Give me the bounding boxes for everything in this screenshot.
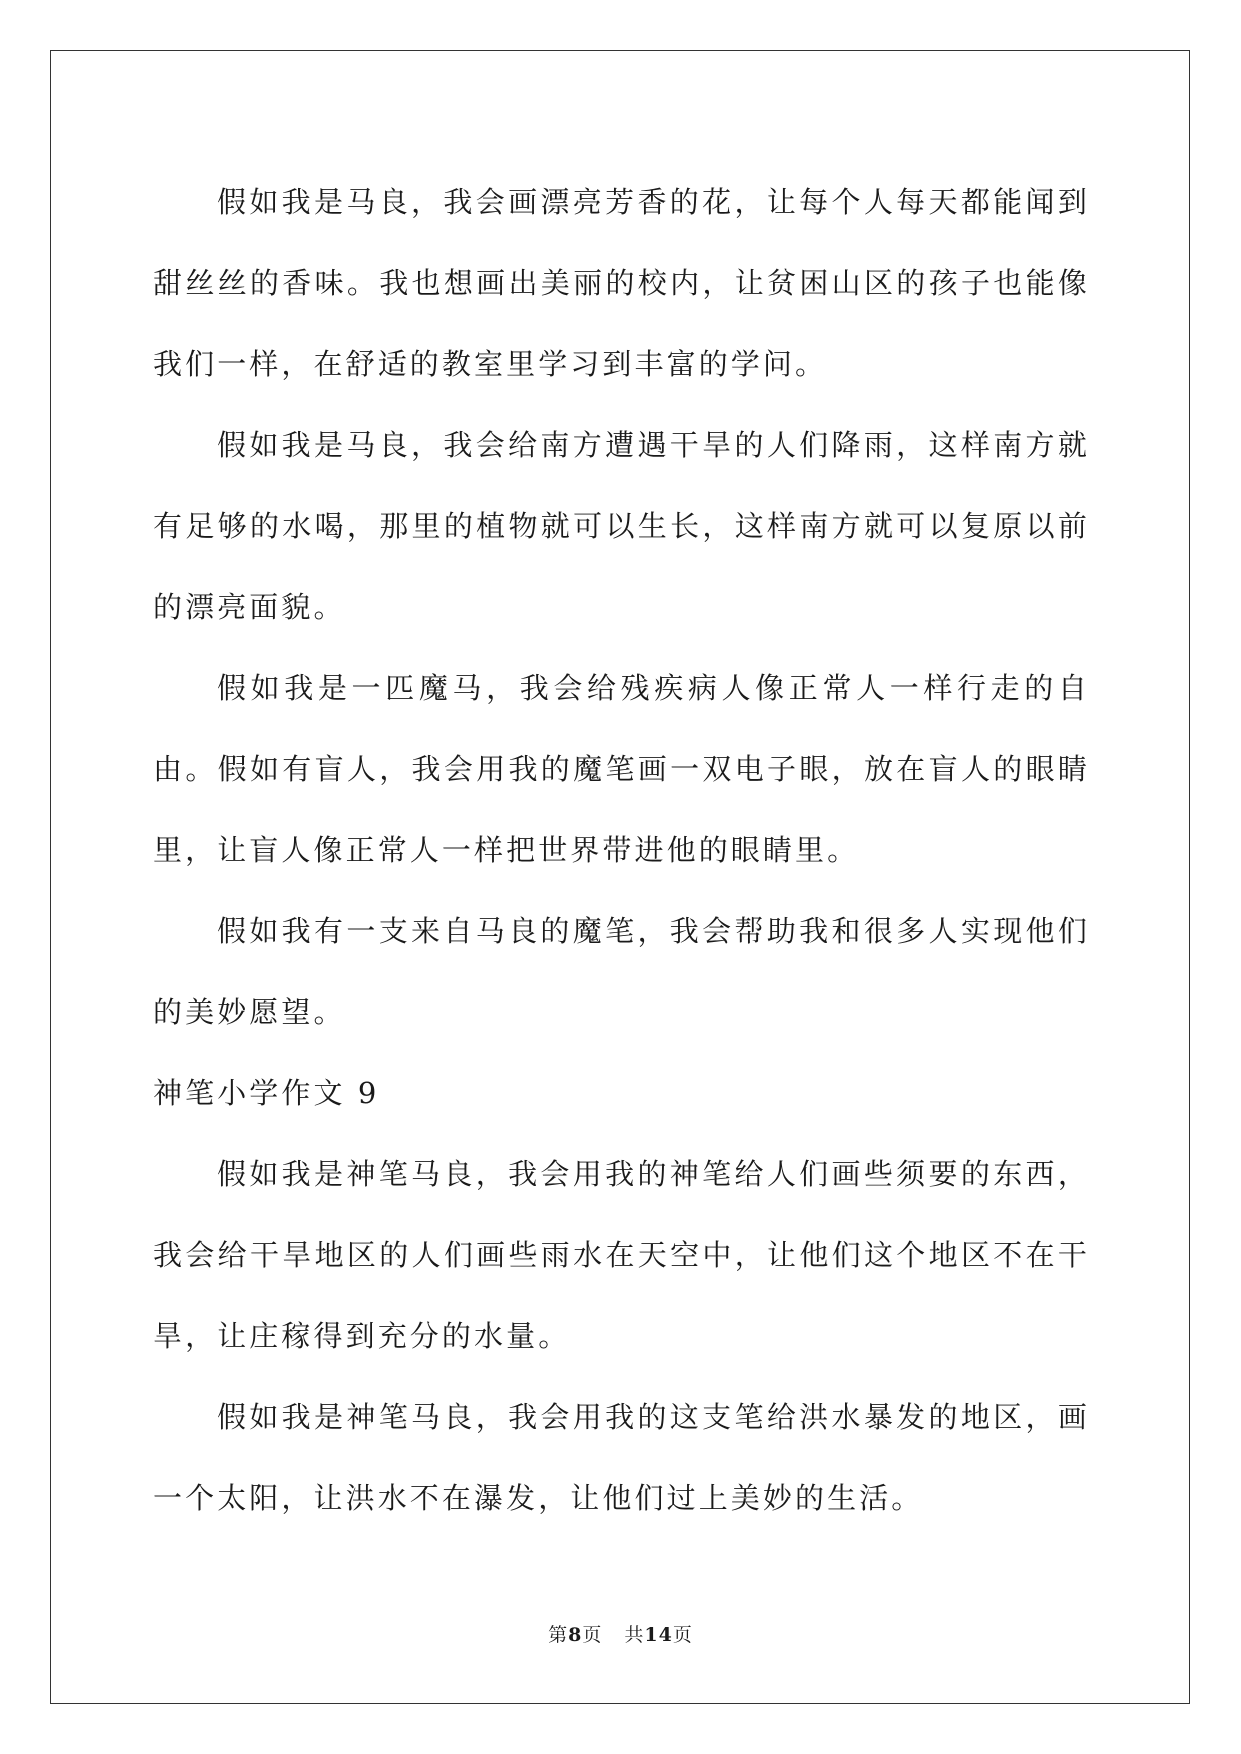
paragraph: 假如我是一匹魔马，我会给残疾病人像正常人一样行走的自由。假如有盲人，我会用我的魔笔画一双电子眼，放在盲人的眼睛里，让盲人像正常人一样把世界带进他的眼睛里。 bbox=[153, 671, 1090, 867]
total-prefix: 共 bbox=[624, 1624, 645, 1646]
page-current: 8 bbox=[568, 1624, 583, 1646]
paragraph: 假如我是神笔马良，我会用我的神笔给人们画些须要的东西，我会给干旱地区的人们画些雨水在天空中，让他们这个地区不在干旱，让庄稼得到充分的水量。 bbox=[153, 1157, 1090, 1353]
paragraph: 假如我是马良，我会画漂亮芳香的花，让每个人每天都能闻到甜丝丝的香味。我也想画出美丽的校内，让贫困山区的孩子也能像我们一样，在舒适的教室里学习到丰富的学问。 bbox=[153, 185, 1090, 381]
document-body bbox=[153, 162, 1090, 1539]
page-footer bbox=[0, 1620, 1241, 1647]
page-suffix: 页 bbox=[582, 1624, 603, 1646]
page-prefix: 第 bbox=[548, 1624, 569, 1646]
page-total: 14 bbox=[644, 1624, 673, 1646]
paragraph: 假如我是神笔马良，我会用我的这支笔给洪水暴发的地区，画一个太阳，让洪水不在瀑发，让他们过上美妙的生活。 bbox=[153, 1400, 1090, 1515]
section-heading: 神笔小学作文 9 bbox=[153, 1076, 380, 1110]
paragraph: 假如我是马良，我会给南方遭遇干旱的人们降雨，这样南方就有足够的水喝，那里的植物就可以生长，这样南方就可以复原以前的漂亮面貌。 bbox=[153, 428, 1090, 624]
total-suffix: 页 bbox=[672, 1624, 693, 1646]
paragraph: 假如我有一支来自马良的魔笔，我会帮助我和很多人实现他们的美妙愿望。 bbox=[153, 914, 1090, 1029]
